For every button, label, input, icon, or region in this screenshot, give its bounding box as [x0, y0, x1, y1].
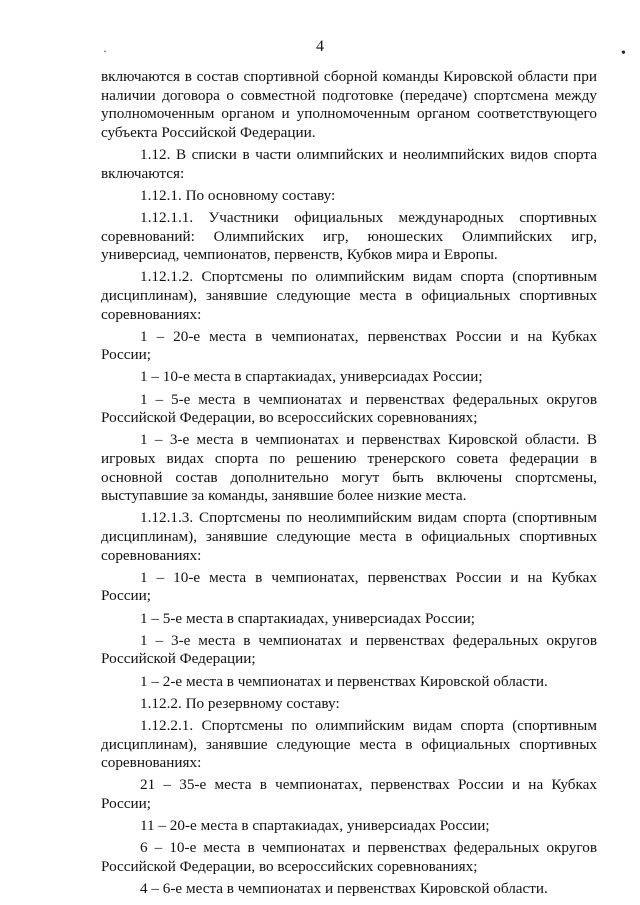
scan-speck-mark: • — [621, 46, 626, 61]
paragraph: 1.12.2.1. Спортсмены по олимпийским видам спорта (спортивным дисциплинам), занявшие следующие места в официальных спортивных соревнованиях: — [101, 716, 597, 772]
paragraph: 6 – 10-е места в чемпионатах и первенствах федеральных округов Российской Федерации, во всероссийских соревнованиях; — [101, 839, 597, 875]
paragraph: 1.12. В списки в части олимпийских и неолимпийских видов спорта включаются: — [101, 145, 597, 182]
paragraph: 1.12.2. По резервному составу: — [140, 694, 340, 712]
paragraph: 1.12.1.3. Спортсмены по неолимпийским видам спорта (спортивным дисциплинам), занявшие следующие места в официальных спортивных соревнованиях: — [101, 509, 597, 564]
scan-speck-mark: · — [103, 44, 107, 58]
paragraph: 21 – 35-е места в чемпионатах, первенствах России и на Кубках России; — [101, 776, 597, 812]
paragraph: 1 – 5-е места в спартакиадах, универсиадах России; — [140, 609, 475, 627]
paragraph: 1 – 3-е места в чемпионатах и первенствах Кировской области. В игровых видах спорта по решению тренерского совета федерации в основной состав дополнительно могут быть включены спортсмены, выступавшие за команды, занявшие более низкие места. — [101, 431, 597, 505]
paragraph: 1.12.1. По основному составу: — [140, 186, 336, 204]
paragraph: 1 – 3-е места в чемпионатах и первенствах федеральных округов Российской Федерации; — [101, 631, 597, 668]
paragraph: 4 – 6-е места в чемпионатах и первенствах Кировской области. — [140, 880, 548, 898]
paragraph: 1 – 2-е места в чемпионатах и первенствах Кировской области. — [140, 672, 548, 690]
paragraph: включаются в состав спортивной сборной команды Кировской области при наличии договора о совместной подготовке (передаче) спортсмена между уполномоченным органом и уполномоченным органом соответствующего субъекта Российской Федерации. — [101, 68, 597, 141]
paragraph: 1.12.1.1. Участники официальных международных спортивных соревнований: Олимпийских игр, юношеских Олимпийских игр, универсиад, чемпионатов, первенств, Кубков мира и Европы. — [101, 208, 597, 264]
paragraph: 1 – 20-е места в чемпионатах, первенствах России и на Кубках России; — [101, 327, 597, 364]
paragraph: 1 – 5-е места в чемпионатах и первенствах федеральных округов Российской Федерации, во всероссийских соревнованиях; — [101, 390, 597, 427]
paragraph: 1 – 10-е места в чемпионатах, первенствах России и на Кубках России; — [101, 568, 597, 605]
paragraph: 1 – 10-е места в спартакиадах, универсиадах России; — [140, 368, 483, 386]
page-number: 4 — [316, 38, 324, 55]
document-body — [101, 68, 597, 899]
paragraph: 11 – 20-е места в спартакиадах, универсиадах России; — [140, 817, 490, 835]
paragraph: 1.12.1.2. Спортсмены по олимпийским видам спорта (спортивным дисциплинам), занявшие следующие места в официальных спортивных соревнованиях: — [101, 268, 597, 323]
